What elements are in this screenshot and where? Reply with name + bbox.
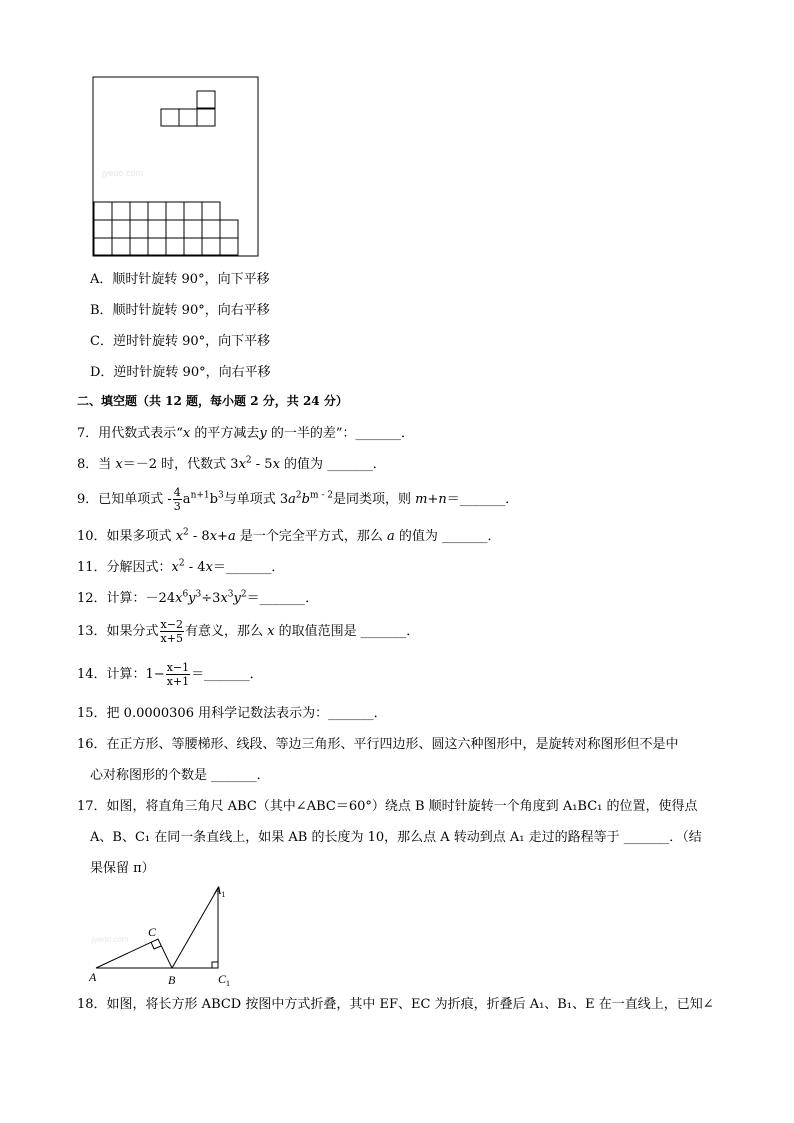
section-title: 二、填空题（共 12 题，每小题 2 分，共 24 分） bbox=[77, 394, 348, 408]
answer-blank: _______ bbox=[459, 492, 506, 507]
triangle-a1bc1 bbox=[172, 888, 218, 968]
answer-blank: _______ bbox=[355, 426, 402, 441]
label-b: B bbox=[168, 973, 176, 987]
tetris-grid-figure bbox=[92, 76, 260, 258]
label-a: A bbox=[89, 970, 97, 984]
watermark: jyeoo.com bbox=[92, 935, 129, 944]
question-16-line2: 心对称图形的个数是 _______． bbox=[90, 768, 270, 783]
answer-blank: _______ bbox=[211, 768, 257, 783]
answer-blank: _______ bbox=[442, 529, 488, 544]
question-18-line1: 18．如图，将长方形 ABCD 按图中方式折叠，其中 EF、EC 为折痕，折叠后 A₁、B₁、E 在一直线上，已知∠ bbox=[77, 997, 714, 1012]
answer-blank: _______ bbox=[623, 830, 670, 845]
option-b: B．顺时针旋转 90°，向右平移 bbox=[90, 303, 270, 318]
answer-blank: _______ bbox=[327, 457, 373, 472]
label-c: C bbox=[148, 925, 157, 939]
answer-blank: _______ bbox=[259, 591, 306, 606]
question-11: 11．分解因式：$x^2$ - 4x＝_______． bbox=[77, 558, 285, 575]
figure-border bbox=[93, 77, 258, 256]
question-15: 15．把 0.0000306 用科学记数法表示为：_______． bbox=[77, 706, 387, 721]
question-13: 13．如果分式 $\frac{x-2}{x+5}$ 有意义，那么 x 的取值范围是 _______． bbox=[77, 616, 419, 648]
option-c: C．逆时针旋转 90°，向下平移 bbox=[90, 334, 271, 349]
watermark: jyeoo.com bbox=[102, 168, 144, 178]
question-17-line3: 果保留 π） bbox=[90, 861, 155, 876]
question-14: 14．计算：1− $\frac{x-1}{x+1}$ ＝_______． bbox=[77, 659, 263, 691]
question-9: 9．已知单项式 - $\frac{4}{3}$ $a^{n+1}b^3$与单项式 $3a^2b^{m - 2}$是同类项，则 m+n＝_______． bbox=[77, 484, 518, 516]
question-8: 8．当 x＝－2 时，代数式 $3x^2 - 5x$ 的值为 _______． bbox=[77, 455, 386, 472]
answer-blank: _______ bbox=[204, 667, 250, 682]
answer-blank: _______ bbox=[328, 706, 374, 721]
question-12: 12．计算：$-24x^6y^3\div 3x^3y^2=\_\_\_\_\_\_\_$． bbox=[77, 589, 319, 606]
label-c1: $C_1$ bbox=[218, 972, 231, 988]
question-17-line1: 17．如图，将直角三角尺 ABC（其中∠ABC＝60°）绕点 B 顺时针旋转一个角度到 A₁BC₁ 的位置，使得点 bbox=[77, 799, 698, 814]
option-d: D．逆时针旋转 90°，向右平移 bbox=[90, 365, 271, 380]
option-a: A．顺时针旋转 90°，向下平移 bbox=[90, 272, 270, 287]
question-16-line1: 16．在正方形、等腰梯形、线段、等边三角形、平行四边形、圆这六种图形中，是旋转对称图形但不是中 bbox=[77, 737, 679, 752]
answer-blank: _______ bbox=[360, 624, 407, 639]
label-a1: $A_1$ bbox=[214, 883, 226, 899]
rotated-triangle-figure bbox=[86, 880, 246, 990]
answer-blank: _______ bbox=[225, 560, 272, 575]
right-angle-mark-c1 bbox=[212, 962, 218, 968]
question-10: 10．如果多项式 $x^2 - 8x+a$ 是一个完全平方式，那么 a 的值为 _______． bbox=[77, 527, 501, 544]
question-7: 7．用代数式表示“x 的平方减去y 的一半的差”：_______． bbox=[77, 426, 415, 441]
question-17-line2: A、B、C₁ 在同一条直线上，如果 AB 的长度为 10，那么点 A 转动到点 A₁ 走过的路程等于 _______．（结 bbox=[90, 830, 702, 845]
